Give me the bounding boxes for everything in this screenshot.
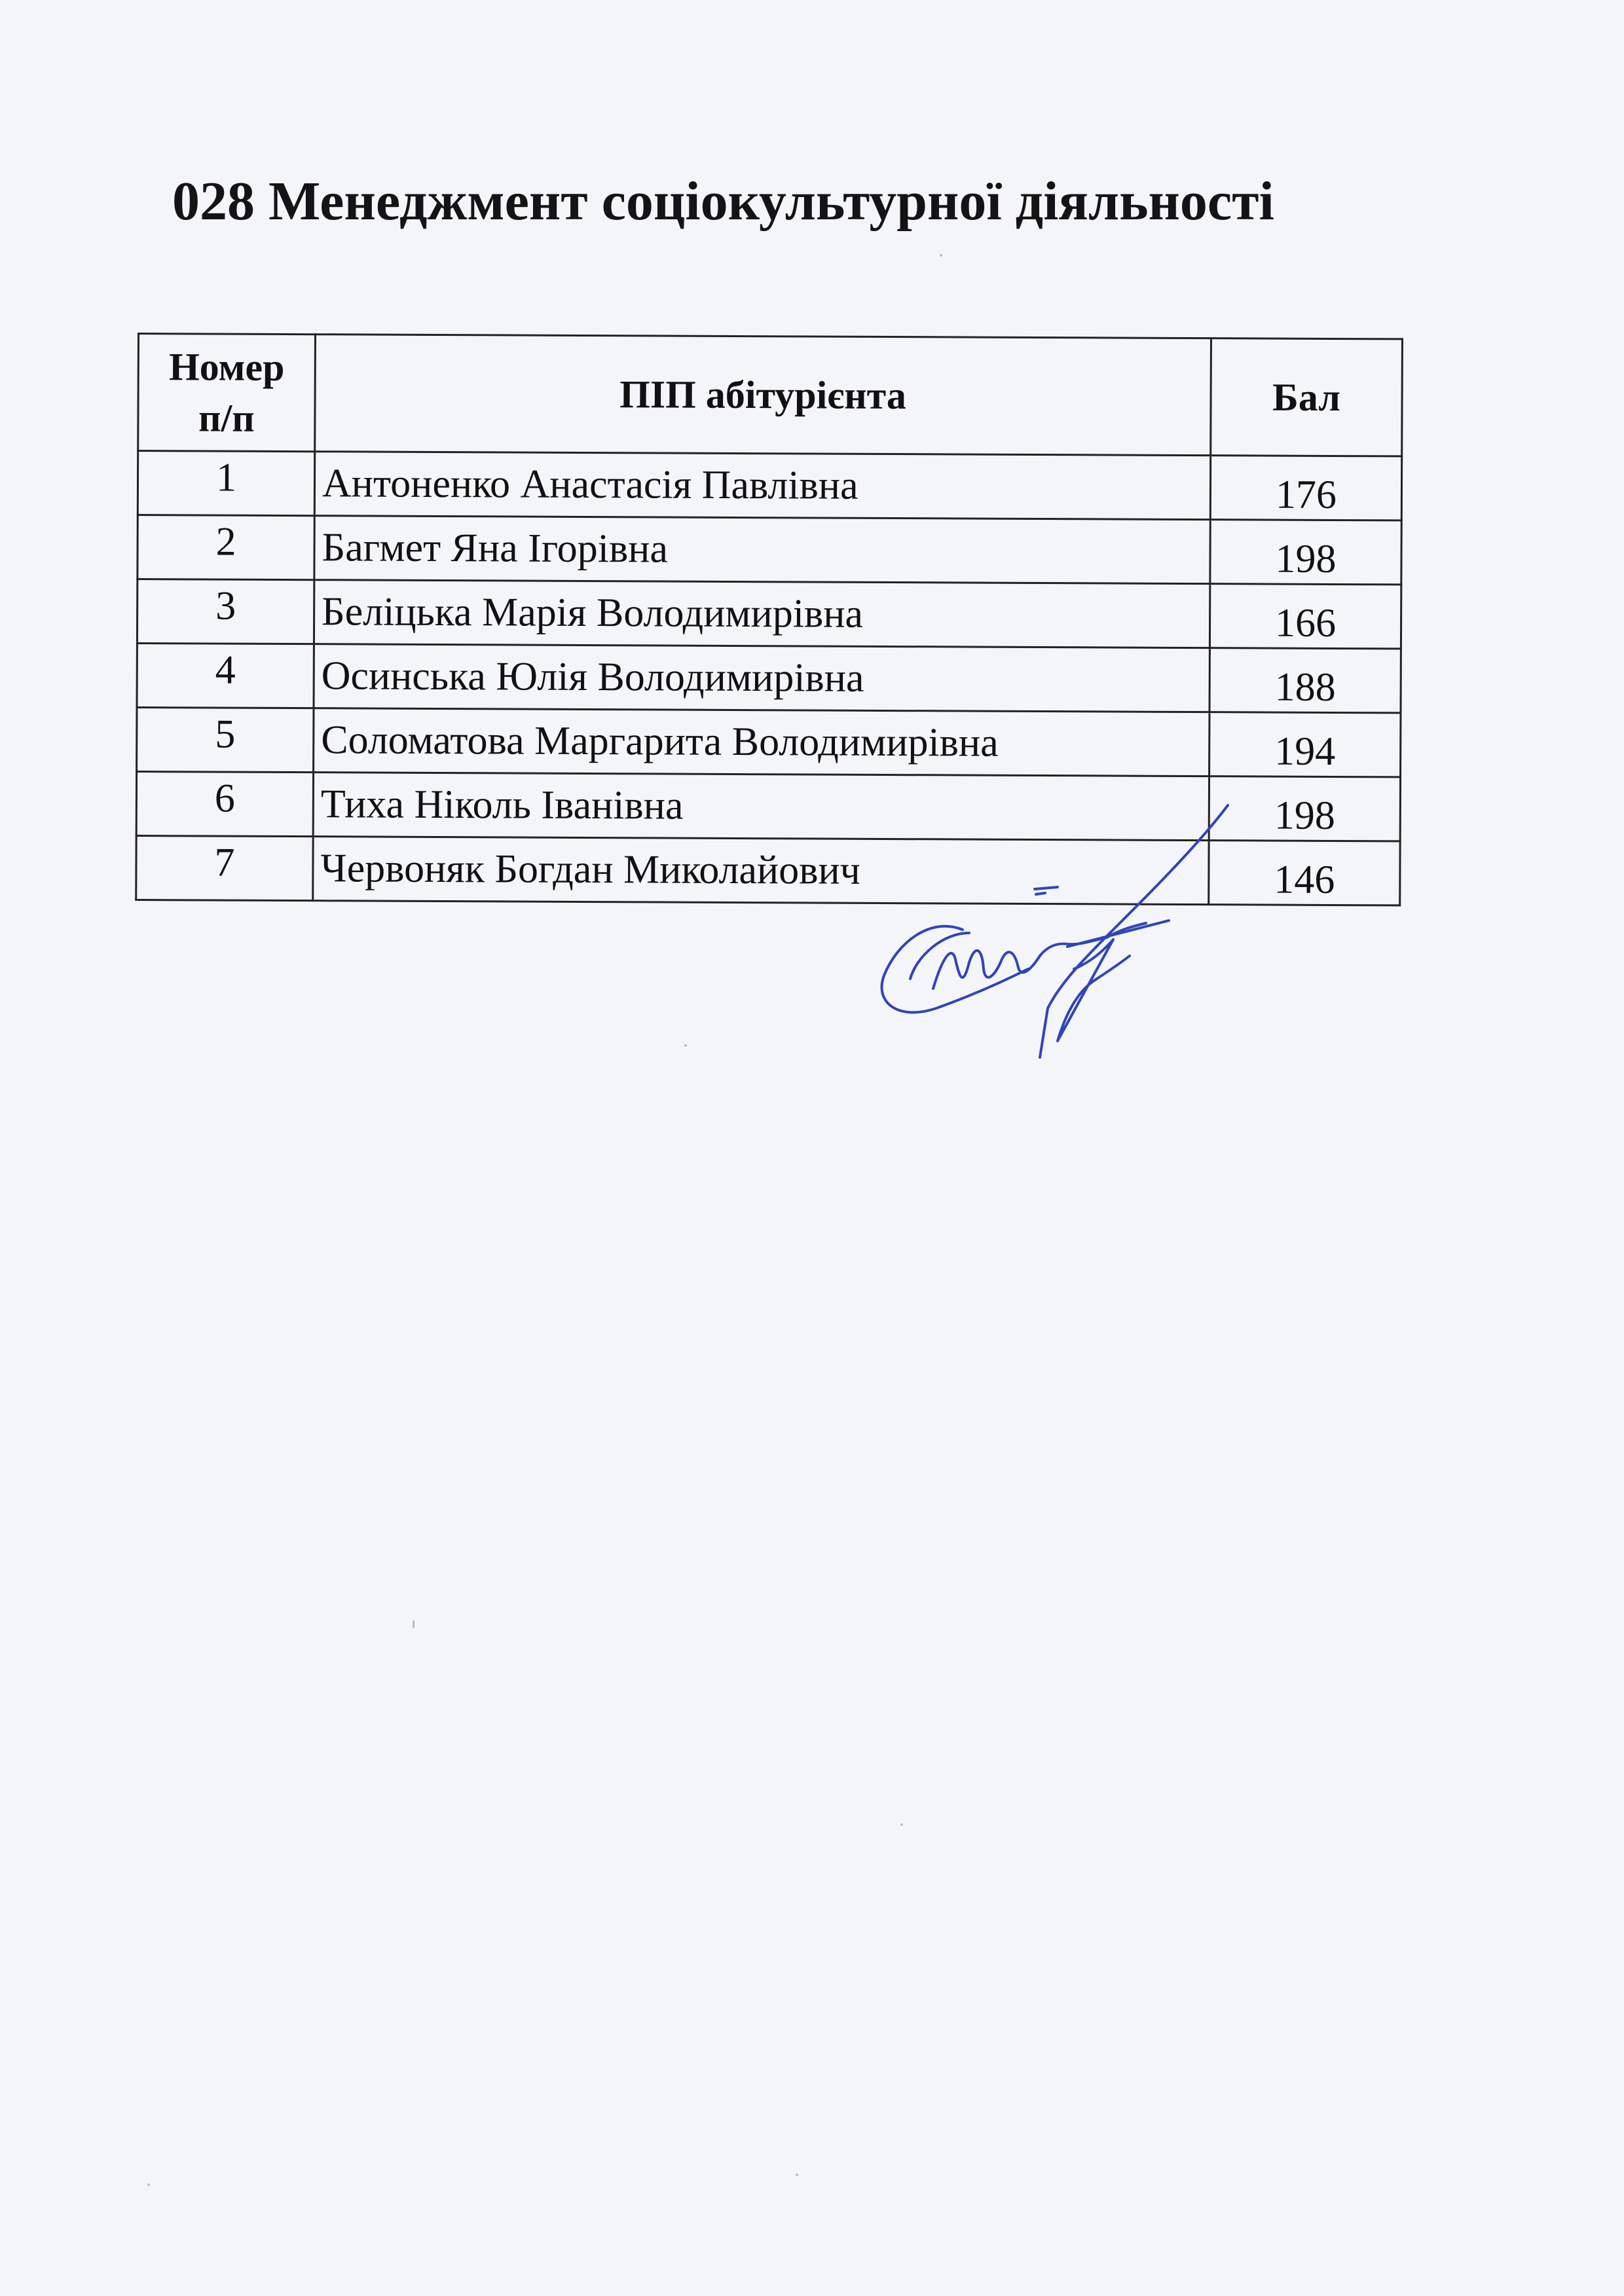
applicant-name: Антоненко Анастасія Павлівна	[314, 452, 1210, 520]
table-row	[137, 708, 1401, 777]
row-number: 6	[136, 772, 313, 837]
row-number: 7	[136, 835, 313, 900]
paper-speck	[796, 2174, 798, 2176]
page-title: 028 Менеджмент соціокультурної діяльності	[172, 171, 1274, 232]
header-score: Бал	[1211, 338, 1403, 456]
applicant-score: 194	[1209, 712, 1401, 777]
applicant-score: 166	[1209, 584, 1401, 649]
table-row	[137, 579, 1401, 649]
applicant-score: 146	[1209, 841, 1400, 905]
paper-speck	[413, 1620, 415, 1628]
table-row	[138, 515, 1401, 585]
applicant-score: 198	[1209, 776, 1400, 841]
row-number: 2	[138, 515, 314, 580]
row-number: 5	[137, 708, 314, 773]
applicant-score: 188	[1209, 648, 1401, 713]
paper-speck	[147, 2183, 150, 2186]
paper-speck	[940, 254, 942, 257]
header-number-line1: Номер	[168, 345, 285, 389]
applicant-name: Соломатова Маргарита Володимирівна	[314, 708, 1209, 776]
applicant-score: 176	[1210, 456, 1401, 520]
header-number-line2: п/п	[198, 396, 255, 440]
header-applicant-name: ПІП абітурієнта	[315, 335, 1211, 456]
applicant-name: Тиха Ніколь Іванівна	[313, 773, 1209, 841]
applicant-score: 198	[1210, 520, 1401, 585]
row-number: 1	[138, 451, 314, 516]
table-row	[138, 451, 1401, 520]
table-row	[137, 644, 1401, 713]
paper-speck	[684, 1044, 687, 1047]
applicant-name: Осинська Юлія Володимирівна	[314, 644, 1209, 712]
paper-speck	[900, 1823, 903, 1826]
signature	[871, 792, 1251, 1067]
applicant-name: Багмет Яна Ігорівна	[314, 516, 1210, 584]
header-number	[138, 334, 316, 452]
table-header-row	[138, 334, 1403, 456]
row-number: 4	[137, 644, 314, 708]
applicant-name: Беліцька Марія Володимирівна	[314, 580, 1209, 648]
applicant-name: Червоняк Богдан Миколайович	[313, 837, 1209, 905]
row-number: 3	[137, 579, 314, 644]
